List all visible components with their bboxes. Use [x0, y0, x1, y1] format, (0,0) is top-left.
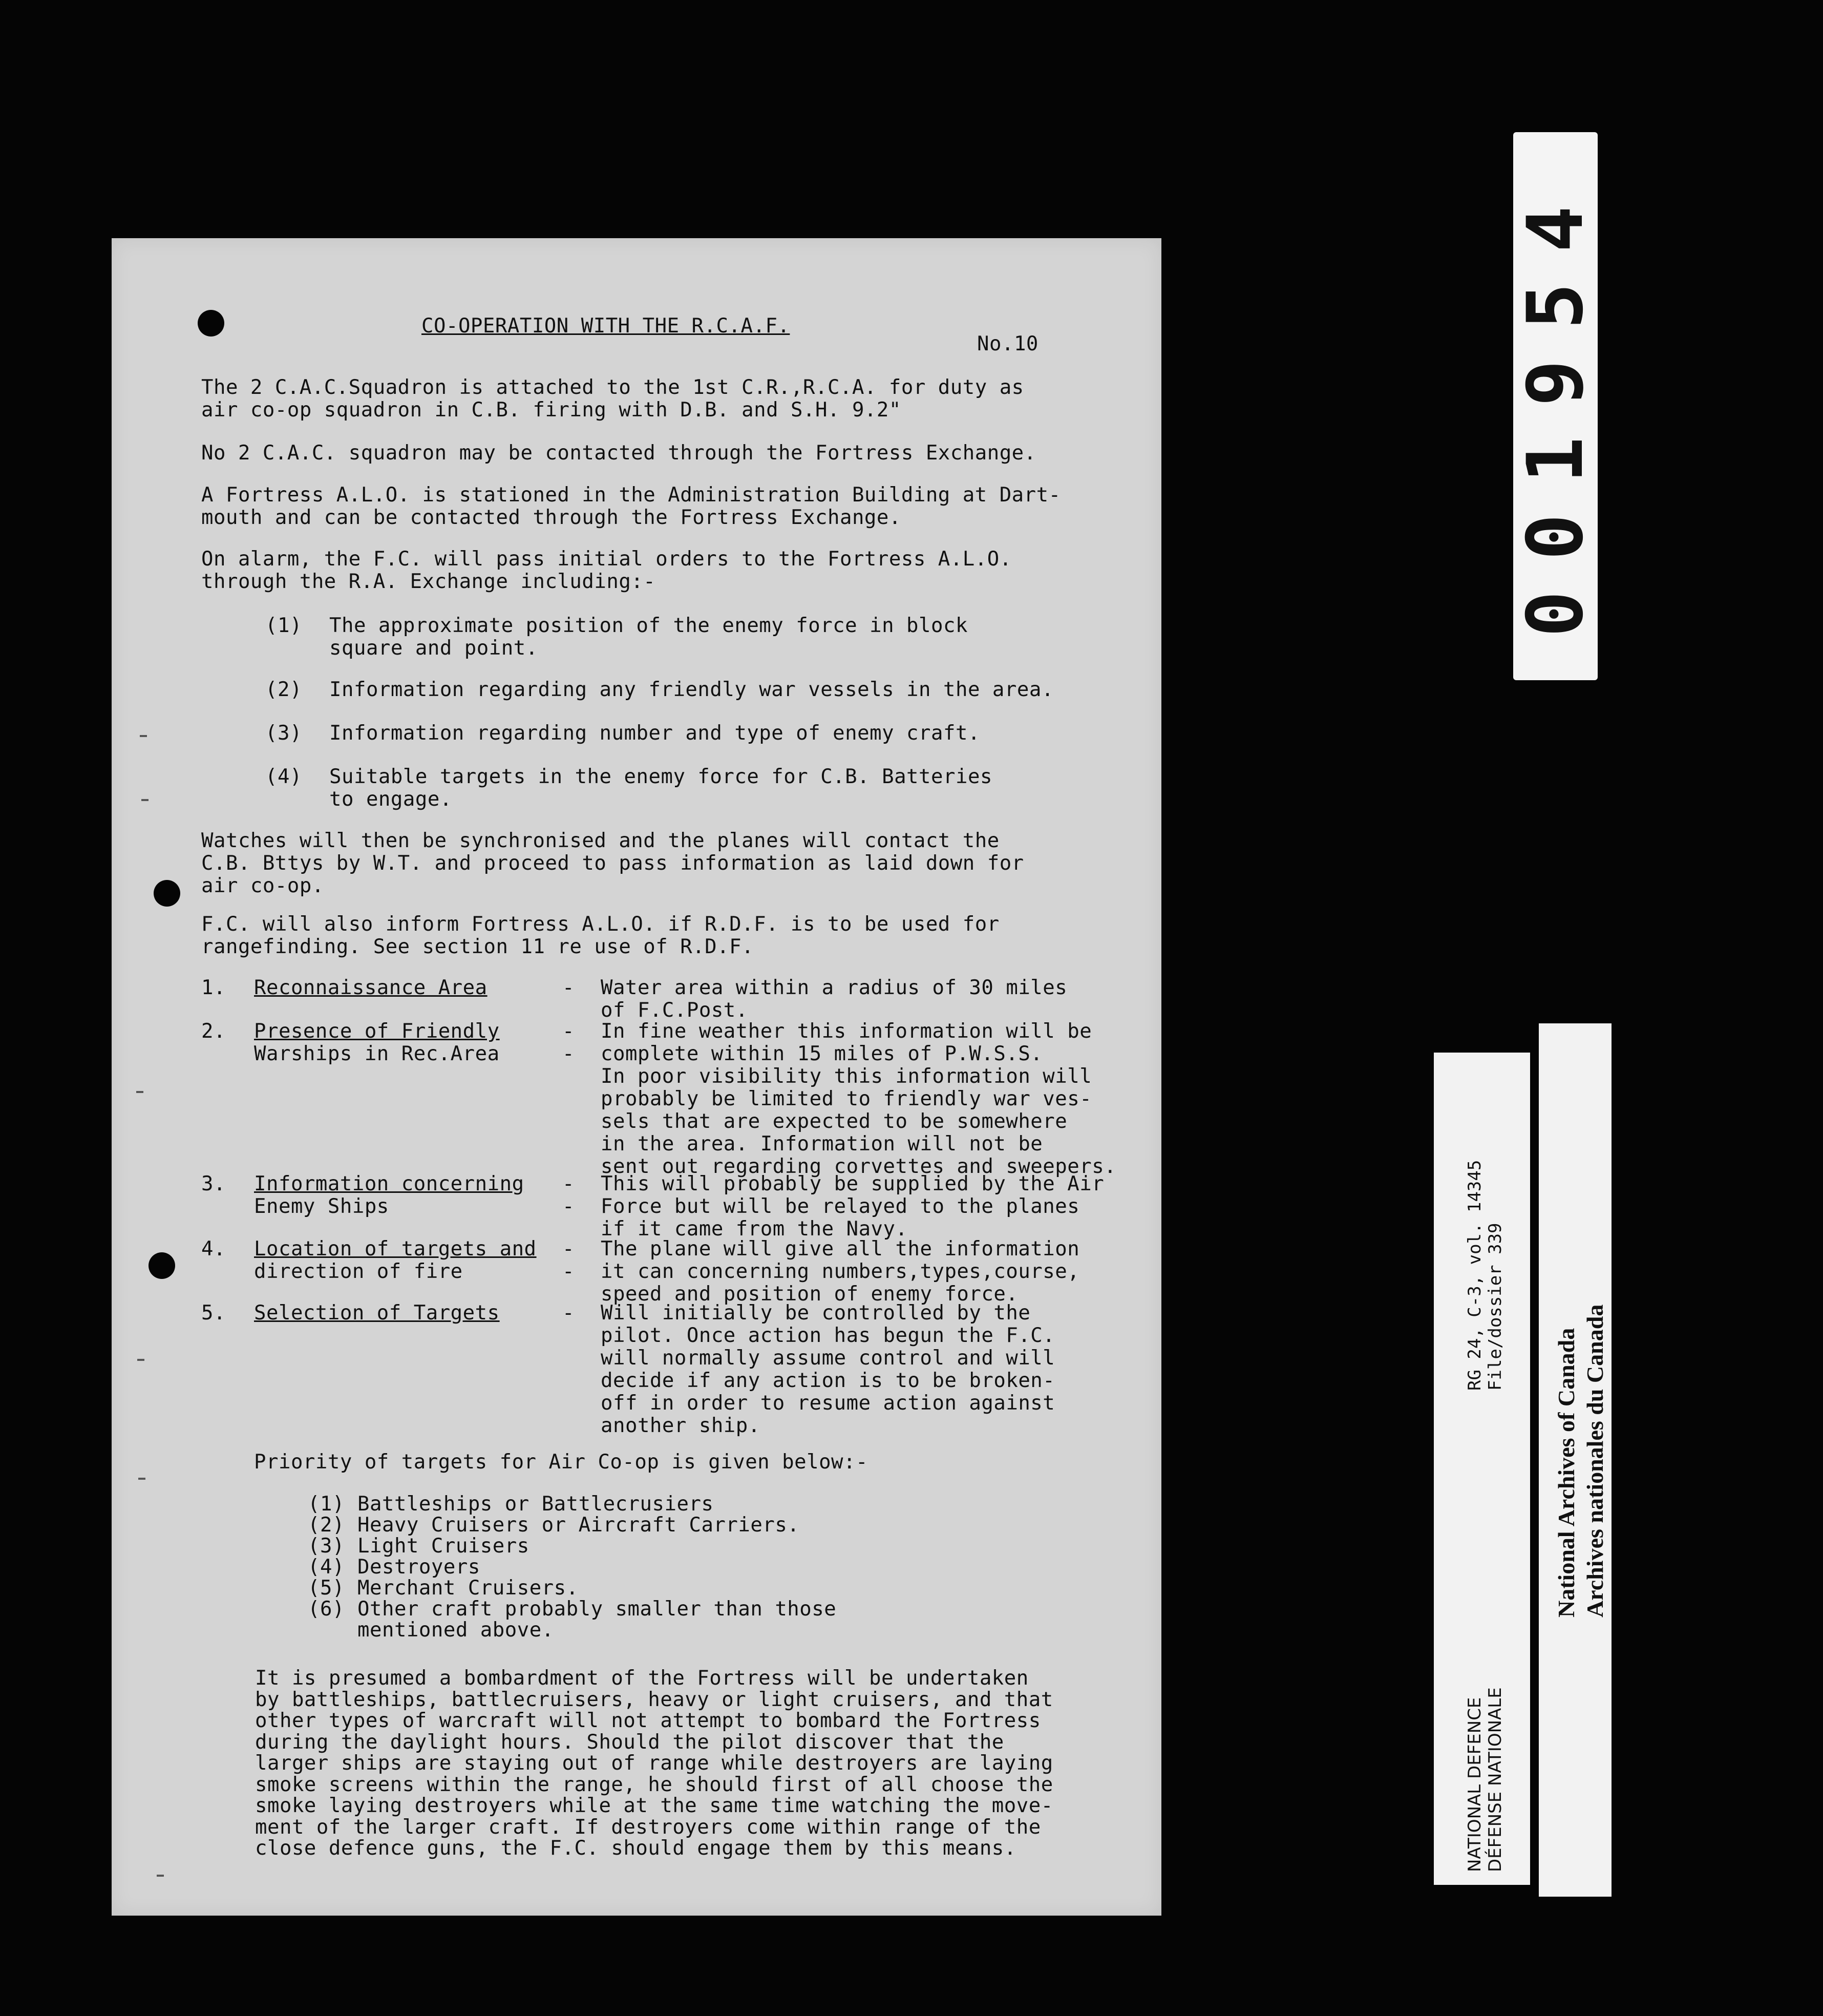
section-description: decide if any action is to be broken- — [601, 1369, 1055, 1392]
section-dash: - — [562, 1195, 575, 1218]
closing-line: It is presumed a bombardment of the Fortress will be undertaken — [255, 1667, 1029, 1690]
section-description: in the area. Information will not be — [601, 1132, 1043, 1156]
closing-line: by battleships, battlecruisers, heavy or light cruisers, and that — [255, 1688, 1053, 1711]
document-title: CO-OPERATION WITH THE R.C.A.F. — [421, 314, 790, 338]
order-line: Information regarding any friendly war vessels in the area. — [329, 678, 1054, 701]
document-number: No.10 — [977, 332, 1038, 355]
dept-label — [1465, 1687, 1506, 1872]
priority-item: mentioned above. — [357, 1619, 554, 1642]
section-dash: - — [562, 1301, 575, 1325]
margin-mark — [138, 1478, 145, 1480]
section-title: Presence of Friendly — [254, 1020, 500, 1043]
order-line: Suitable targets in the enemy force for C.B. Batteries — [329, 765, 992, 788]
section-title: direction of fire — [254, 1260, 463, 1283]
section-dash: - — [562, 1260, 575, 1283]
section-dash: - — [562, 1042, 575, 1065]
closing-line: smoke screens within the range, he should first of all choose the — [255, 1773, 1053, 1796]
closing-line: during the daylight hours. Should the pilot discover that the — [255, 1730, 1004, 1754]
frame-number: 001954 — [1511, 175, 1600, 637]
document-page — [112, 238, 1161, 1916]
priority-intro: Priority of targets for Air Co-op is given below:- — [254, 1451, 868, 1474]
section-dash: - — [562, 1172, 575, 1195]
paragraph-line: On alarm, the F.C. will pass initial orders to the Fortress A.L.O. — [201, 548, 1012, 571]
priority-number: (5) — [308, 1577, 345, 1600]
priority-item: Merchant Cruisers. — [357, 1577, 579, 1600]
section-description: it can concerning numbers,types,course, — [601, 1260, 1080, 1283]
order-number: (2) — [265, 678, 302, 701]
section-number: 2. — [201, 1020, 226, 1043]
paragraph-line: No 2 C.A.C. squadron may be contacted through the Fortress Exchange. — [201, 442, 1036, 465]
paragraph-line: through the R.A. Exchange including:- — [201, 570, 656, 593]
order-line: to engage. — [329, 788, 452, 811]
priority-item: Other craft probably smaller than those — [357, 1598, 837, 1621]
section-description: Water area within a radius of 30 miles — [601, 976, 1068, 999]
archives-label — [1552, 1305, 1609, 1618]
section-description: if it came from the Navy. — [601, 1217, 908, 1241]
section-description: complete within 15 miles of P.W.S.S. — [601, 1042, 1043, 1065]
closing-line: close defence guns, the F.C. should engage them by this means. — [255, 1837, 1016, 1860]
section-title: Enemy Ships — [254, 1195, 389, 1218]
order-number: (1) — [265, 614, 302, 637]
watches-line: C.B. Bttys by W.T. and proceed to pass information as laid down for — [201, 852, 1024, 875]
priority-item: Battleships or Battlecrusiers — [357, 1493, 714, 1516]
section-description: probably be limited to friendly war ves- — [601, 1087, 1092, 1110]
section-number: 3. — [201, 1172, 226, 1195]
section-number: 1. — [201, 976, 226, 999]
margin-mark — [140, 735, 147, 737]
watches-line: Watches will then be synchronised and the planes will contact the — [201, 829, 1000, 852]
order-line: Information regarding number and type of enemy craft. — [329, 722, 980, 745]
archive-slip-right — [1539, 1023, 1612, 1897]
section-dash: - — [562, 1237, 575, 1261]
punch-hole — [154, 880, 180, 907]
section-dash: - — [562, 976, 575, 999]
section-description: sent out regarding corvettes and sweepers. — [601, 1155, 1117, 1178]
priority-number: (3) — [308, 1535, 345, 1558]
section-description: speed and position of enemy force. — [601, 1283, 1019, 1306]
rdf-line: rangefinding. See section 11 re use of R.D.F. — [201, 935, 754, 958]
paragraph-line: air co-op squadron in C.B. firing with D.B. and S.H. 9.2" — [201, 398, 901, 422]
section-title: Warships in Rec.Area — [254, 1042, 500, 1065]
margin-mark — [141, 799, 149, 801]
section-description: sels that are expected to be somewhere — [601, 1110, 1068, 1133]
dept-line-en: NATIONAL DEFENCE — [1465, 1697, 1485, 1872]
margin-mark — [136, 1091, 143, 1093]
archive-slip-left — [1434, 1053, 1530, 1885]
closing-line: larger ships are staying out of range while destroyers are laying — [255, 1752, 1053, 1775]
section-description: pilot. Once action has begun the F.C. — [601, 1324, 1055, 1347]
section-title: Reconnaissance Area — [254, 976, 487, 999]
closing-line: ment of the larger craft. If destroyers come within range of the — [255, 1815, 1041, 1839]
priority-number: (1) — [308, 1493, 345, 1516]
priority-item: Destroyers — [357, 1556, 480, 1579]
priority-item: Heavy Cruisers or Aircraft Carriers. — [357, 1514, 800, 1537]
paragraph-line: The 2 C.A.C.Squadron is attached to the 1st C.R.,R.C.A. for duty as — [201, 376, 1024, 399]
section-description: will normally assume control and will — [601, 1347, 1055, 1370]
section-description: Will initially be controlled by the — [601, 1301, 1031, 1325]
section-description: This will probably be supplied by the Air — [601, 1172, 1105, 1195]
section-dash: - — [562, 1020, 575, 1043]
section-number: 4. — [201, 1237, 226, 1261]
order-line: The approximate position of the enemy force in block — [329, 614, 968, 637]
watches-line: air co-op. — [201, 874, 324, 897]
section-description: off in order to resume action against — [601, 1392, 1055, 1415]
archives-name-en: National Archives of Canada — [1553, 1328, 1579, 1618]
section-description: Force but will be relayed to the planes — [601, 1195, 1080, 1218]
order-number: (3) — [265, 722, 302, 745]
archives-name-fr: Archives nationales du Canada — [1582, 1304, 1608, 1618]
file-reference — [1465, 1160, 1506, 1391]
order-number: (4) — [265, 765, 302, 788]
section-description: In fine weather this information will be — [601, 1020, 1092, 1043]
priority-item: Light Cruisers — [357, 1535, 529, 1558]
frame-number-label — [1513, 132, 1598, 680]
file-dossier: File/dossier 339 — [1485, 1223, 1506, 1391]
section-description: In poor visibility this information will — [601, 1065, 1092, 1088]
margin-mark — [157, 1875, 164, 1877]
section-description: another ship. — [601, 1414, 760, 1437]
section-description: of F.C.Post. — [601, 999, 748, 1022]
closing-line: other types of warcraft will not attempt to bombard the Fortress — [255, 1709, 1041, 1732]
section-title: Location of targets and — [254, 1237, 537, 1261]
section-title: Selection of Targets — [254, 1301, 500, 1325]
punch-hole — [149, 1252, 175, 1279]
punch-hole — [198, 310, 224, 337]
section-title: Information concerning — [254, 1172, 524, 1195]
dept-line-fr: DÉFENSE NATIONALE — [1485, 1687, 1506, 1872]
section-description: The plane will give all the information — [601, 1237, 1080, 1261]
order-line: square and point. — [329, 637, 538, 660]
section-number: 5. — [201, 1301, 226, 1325]
priority-number: (4) — [308, 1556, 345, 1579]
margin-mark — [137, 1359, 144, 1361]
record-group: RG 24, C-3, vol. 14345 — [1465, 1160, 1485, 1391]
paragraph-line: mouth and can be contacted through the Fortress Exchange. — [201, 506, 901, 529]
closing-line: smoke laying destroyers while at the same time watching the move- — [255, 1794, 1053, 1817]
paragraph-line: A Fortress A.L.O. is stationed in the Administration Building at Dart- — [201, 484, 1061, 507]
priority-number: (2) — [308, 1514, 345, 1537]
priority-number: (6) — [308, 1598, 345, 1621]
rdf-line: F.C. will also inform Fortress A.L.O. if R.D.F. is to be used for — [201, 913, 1000, 936]
